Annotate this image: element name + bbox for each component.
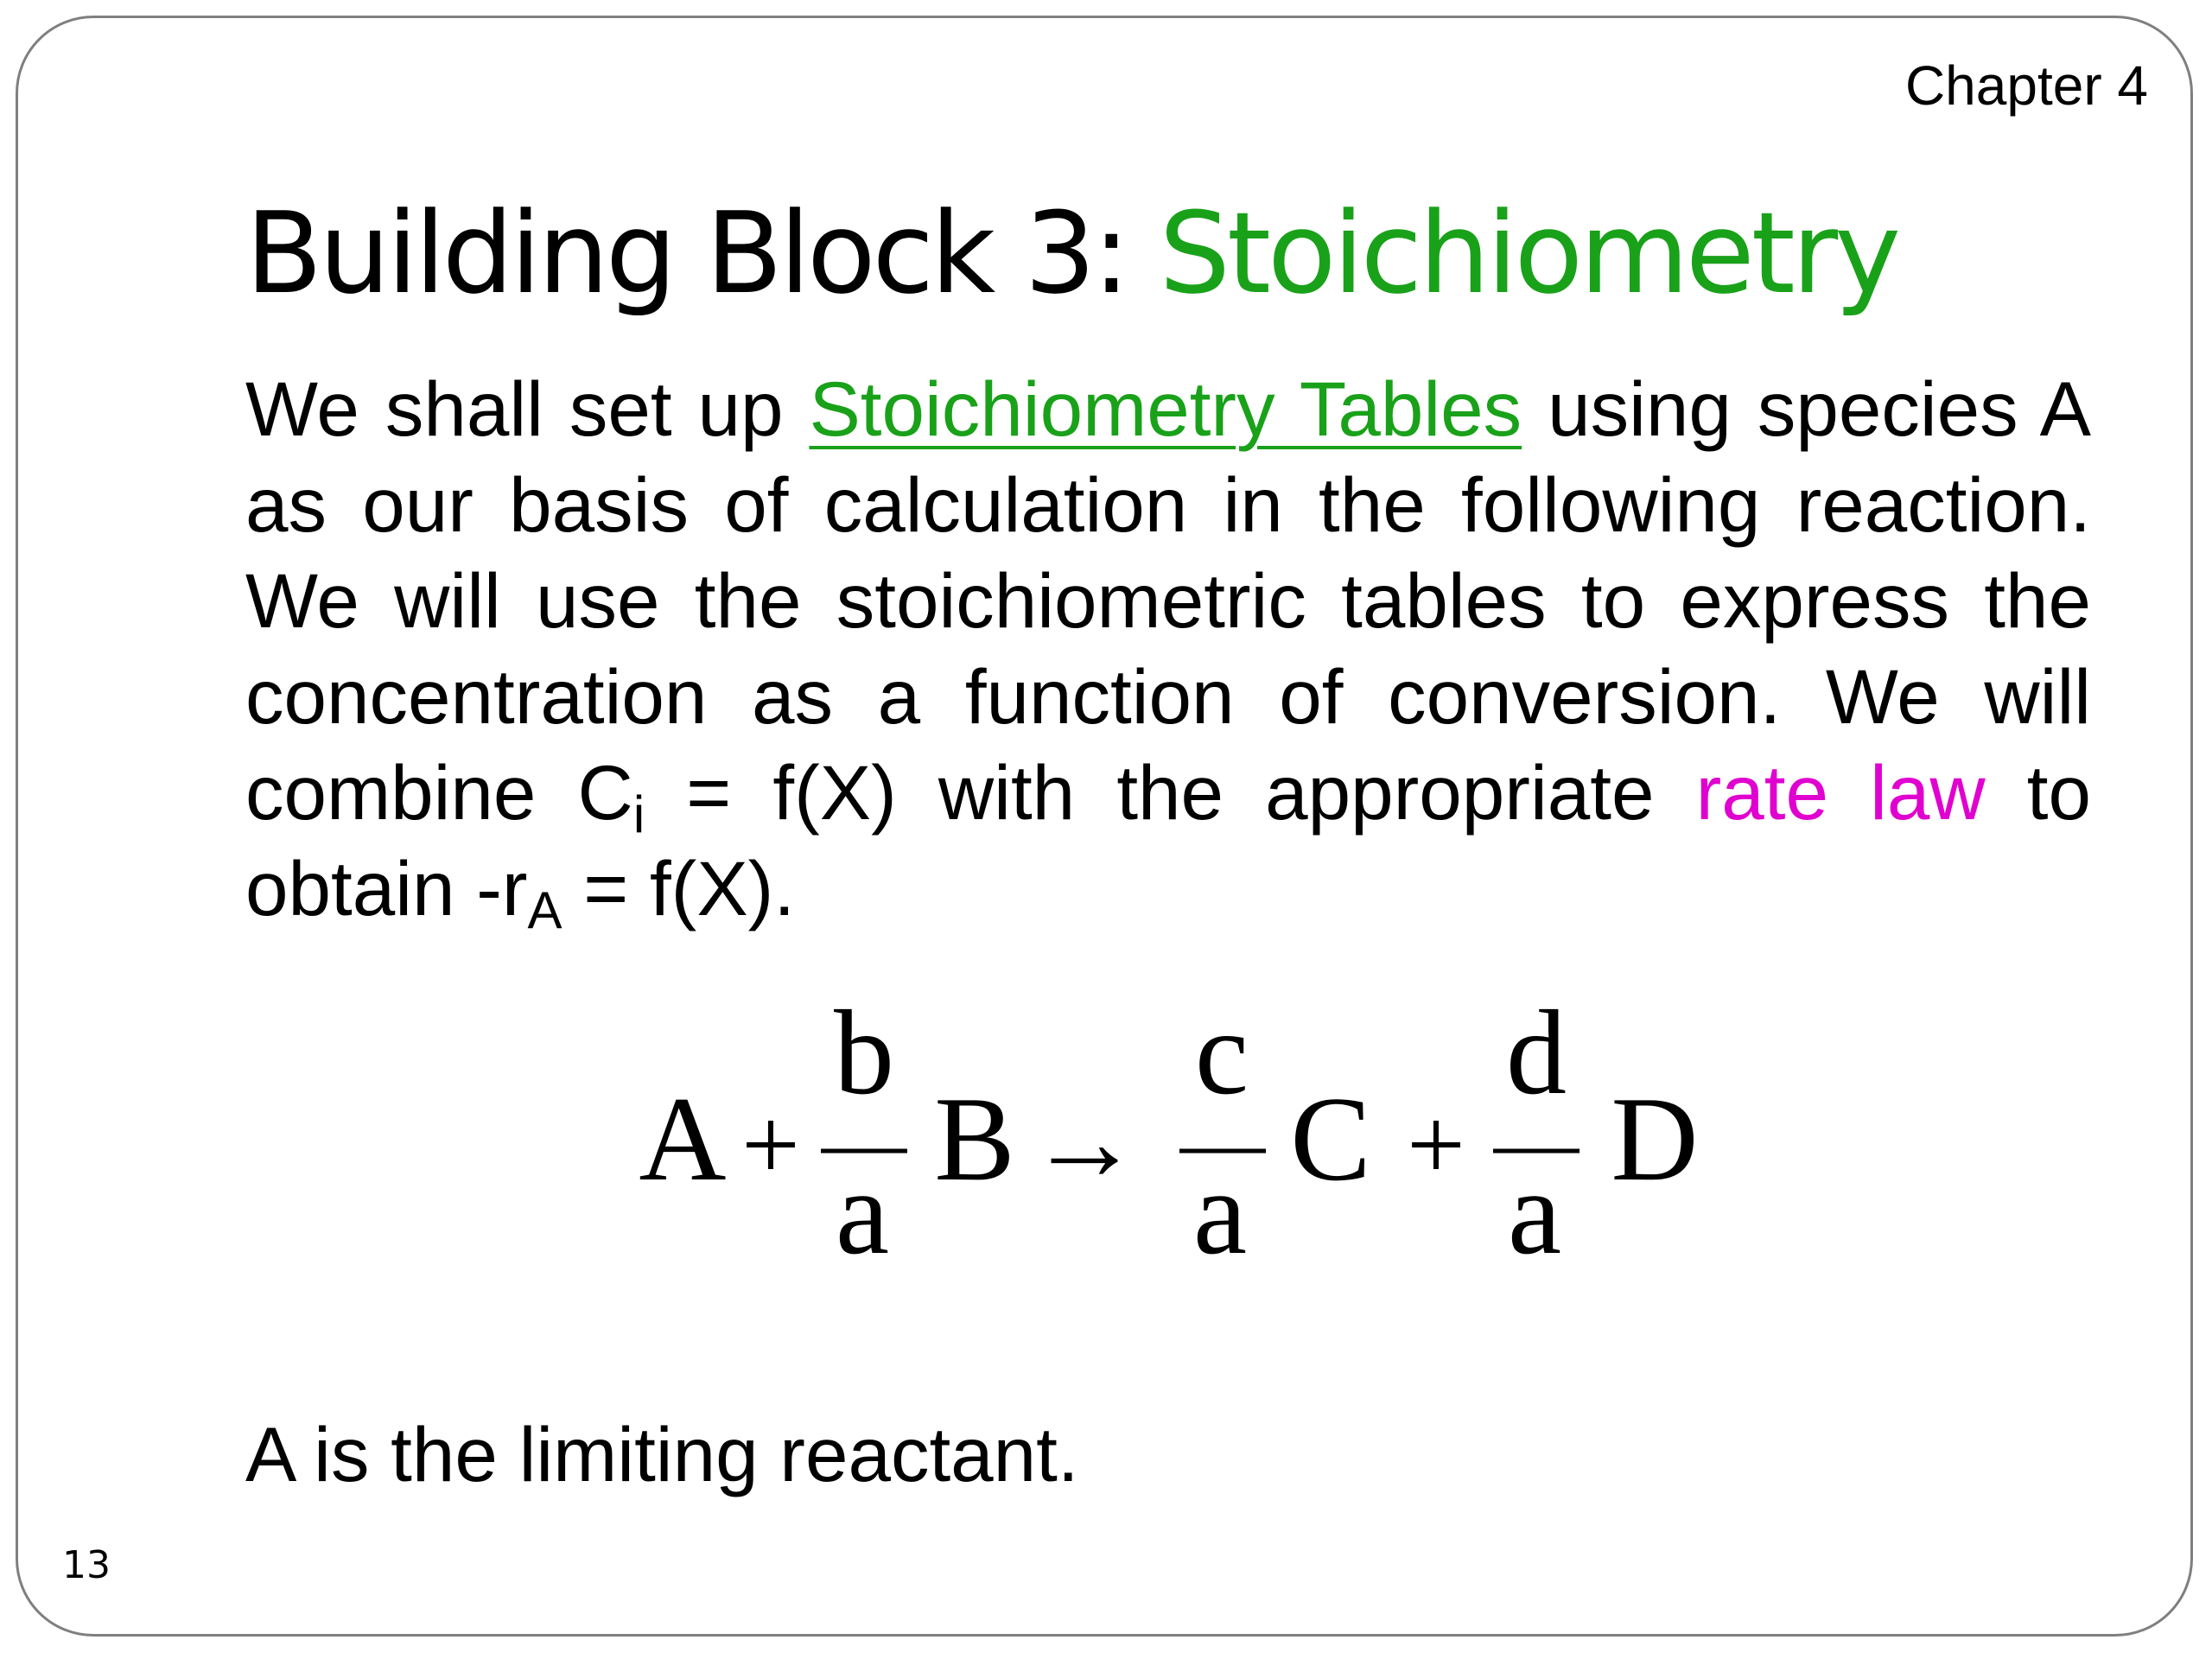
rate-law-text: rate law (1695, 749, 1986, 836)
eq-coef-c: c (1194, 994, 1249, 1120)
eq-arrow: → (1028, 1080, 1141, 1205)
body-text-3: = f(X) with the appropriate (645, 749, 1696, 836)
eq-species-A: A (639, 1072, 727, 1206)
body-text-5: = f(X). (562, 845, 796, 931)
eq-coef-a-3: a (1507, 1146, 1562, 1280)
eq-species-D: D (1611, 1072, 1699, 1206)
limiting-reactant-note: A is the limiting reactant. (245, 1411, 1079, 1497)
title-accent: Stoichiometry (1159, 188, 1898, 319)
eq-plus-2: + (1407, 1087, 1465, 1202)
body-text-1: We shall set up (245, 365, 810, 452)
slide-title (245, 188, 1898, 319)
eq-species-B: B (934, 1072, 1015, 1206)
body-text-4: to obtain -r (245, 749, 2091, 931)
stoichiometry-tables-link[interactable]: Stoichiometry Tables (809, 365, 1522, 452)
chapter-label: Chapter 4 (1904, 54, 2148, 117)
reaction-equation (570, 994, 1780, 1322)
body-text-2: using species A as our basis of calculation in the following reaction. We will use the stoichiometric tables to express the concentration as a function of conversion. We will combine C (245, 365, 2091, 836)
eq-coef-a-2: a (1192, 1146, 1248, 1280)
subscript-A: A (527, 881, 563, 939)
eq-species-C: C (1290, 1072, 1371, 1206)
body-paragraph (245, 361, 2091, 937)
eq-coef-d: d (1506, 994, 1567, 1120)
subscript-i: i (632, 785, 645, 843)
eq-coef-b: b (834, 994, 894, 1120)
eq-plus-1: + (741, 1087, 800, 1202)
title-main: Building Block 3: (245, 188, 1160, 319)
slide-number: 13 (62, 1543, 111, 1587)
eq-coef-a-1: a (835, 1146, 890, 1280)
